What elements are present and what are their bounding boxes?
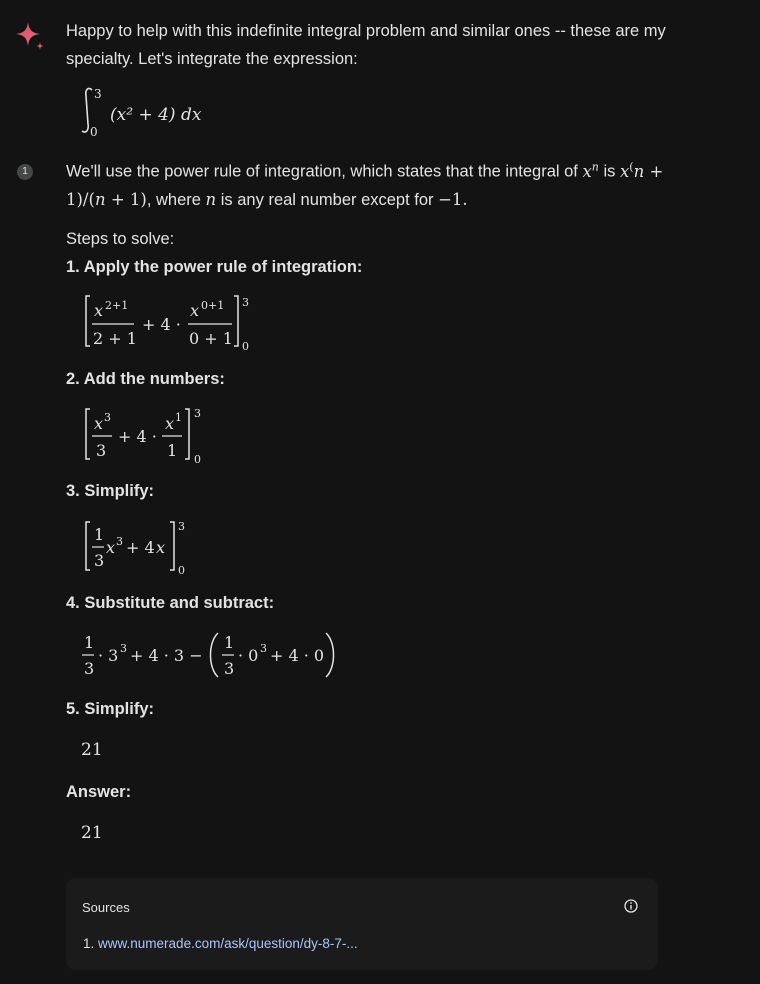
power-rule-line-1: [66, 153, 706, 186]
math-fraction: 1)/(n + 1): [66, 189, 147, 209]
svg-text:+ 4 ·: + 4 ·: [142, 315, 181, 334]
svg-text:1: 1: [94, 525, 105, 544]
svg-text:· 3: · 3: [98, 646, 119, 665]
intro-line-1: Happy to help with this indefinite integral problem and similar ones -- these are my: [66, 22, 666, 40]
svg-text:x: x: [156, 538, 166, 557]
step-4-equation: [82, 630, 352, 682]
svg-text:0: 0: [194, 453, 201, 466]
svg-text:x: x: [94, 301, 104, 320]
answer-value: 21: [81, 823, 103, 843]
svg-text:1: 1: [175, 411, 182, 424]
intro-paragraph: [66, 17, 706, 73]
integral-expression: [78, 84, 218, 140]
svg-text:0: 0: [242, 340, 249, 353]
svg-text:· 0: · 0: [238, 646, 259, 665]
svg-text:0 + 1: 0 + 1: [189, 329, 233, 348]
svg-text:x: x: [94, 414, 104, 433]
step-3-label: 3. Simplify:: [66, 482, 155, 500]
integrand: (x² + 4) dx: [110, 105, 202, 125]
info-icon[interactable]: [624, 899, 638, 913]
svg-text:x: x: [165, 414, 175, 433]
step-2-label: 2. Add the numbers:: [66, 370, 225, 388]
math-x-n-plus: x(n +: [619, 160, 664, 181]
svg-text:3: 3: [194, 407, 201, 420]
svg-text:+ 4: + 4: [126, 538, 155, 557]
svg-text:3: 3: [104, 411, 111, 424]
sources-title: Sources: [82, 900, 130, 915]
step-1-equation: [82, 294, 262, 352]
svg-text:3: 3: [242, 296, 249, 309]
rule-text-2: is: [598, 162, 620, 181]
rule-text-1: We'll use the power rule of integration, which states that the integral of: [66, 162, 583, 181]
svg-text:3: 3: [120, 642, 127, 655]
svg-text:3: 3: [96, 441, 107, 460]
svg-text:3: 3: [94, 551, 105, 570]
rule-text-3: , where: [146, 190, 206, 209]
svg-text:0+1: 0+1: [201, 299, 225, 312]
svg-text:1: 1: [167, 441, 178, 460]
answer-label: Answer:: [66, 783, 132, 801]
svg-text:+ 4 · 3 −: + 4 · 3 −: [130, 646, 203, 665]
steps-heading: Steps to solve:: [66, 230, 175, 248]
power-rule-paragraph: [66, 153, 706, 214]
step-5-label: 5. Simplify:: [66, 700, 155, 718]
svg-text:1: 1: [84, 633, 95, 652]
svg-text:1: 1: [224, 633, 235, 652]
svg-text:x: x: [106, 538, 116, 557]
intro-line-2: specialty. Let's integrate the expression:: [66, 50, 358, 68]
svg-text:3: 3: [224, 659, 235, 678]
citation-badge[interactable]: 1: [17, 164, 33, 180]
integral-upper-limit: 3: [94, 87, 102, 101]
svg-text:3: 3: [178, 520, 185, 533]
gemini-sparkle-icon: [14, 20, 46, 52]
step-4-label: 4. Substitute and subtract:: [66, 594, 275, 612]
power-rule-line-2: [66, 186, 706, 214]
step-1-label: 1. Apply the power rule of integration:: [66, 258, 363, 276]
svg-text:x: x: [190, 301, 200, 320]
integral-lower-limit: 0: [90, 125, 98, 139]
svg-text:0: 0: [178, 564, 185, 577]
svg-text:3: 3: [116, 535, 123, 548]
math-minus-one: −1.: [438, 189, 468, 209]
step-3-equation: [82, 518, 202, 576]
math-x-n: $x^n$: [582, 160, 599, 181]
source-item: [83, 936, 358, 951]
step-5-result: 21: [81, 740, 103, 760]
sources-card: [66, 878, 658, 970]
source-number: 1.: [83, 936, 95, 951]
svg-text:+ 4 · 0: + 4 · 0: [270, 646, 325, 665]
svg-text:2 + 1: 2 + 1: [93, 329, 137, 348]
step-2-equation: [82, 405, 222, 466]
svg-text:3: 3: [84, 659, 95, 678]
math-n: n: [205, 189, 217, 209]
svg-text:3: 3: [260, 642, 267, 655]
svg-text:2+1: 2+1: [105, 299, 129, 312]
source-link[interactable]: www.numerade.com/ask/question/dy-8-7-...: [98, 936, 358, 951]
rule-text-4: is any real number except for: [216, 190, 439, 209]
svg-text:+ 4 ·: + 4 ·: [118, 427, 157, 446]
